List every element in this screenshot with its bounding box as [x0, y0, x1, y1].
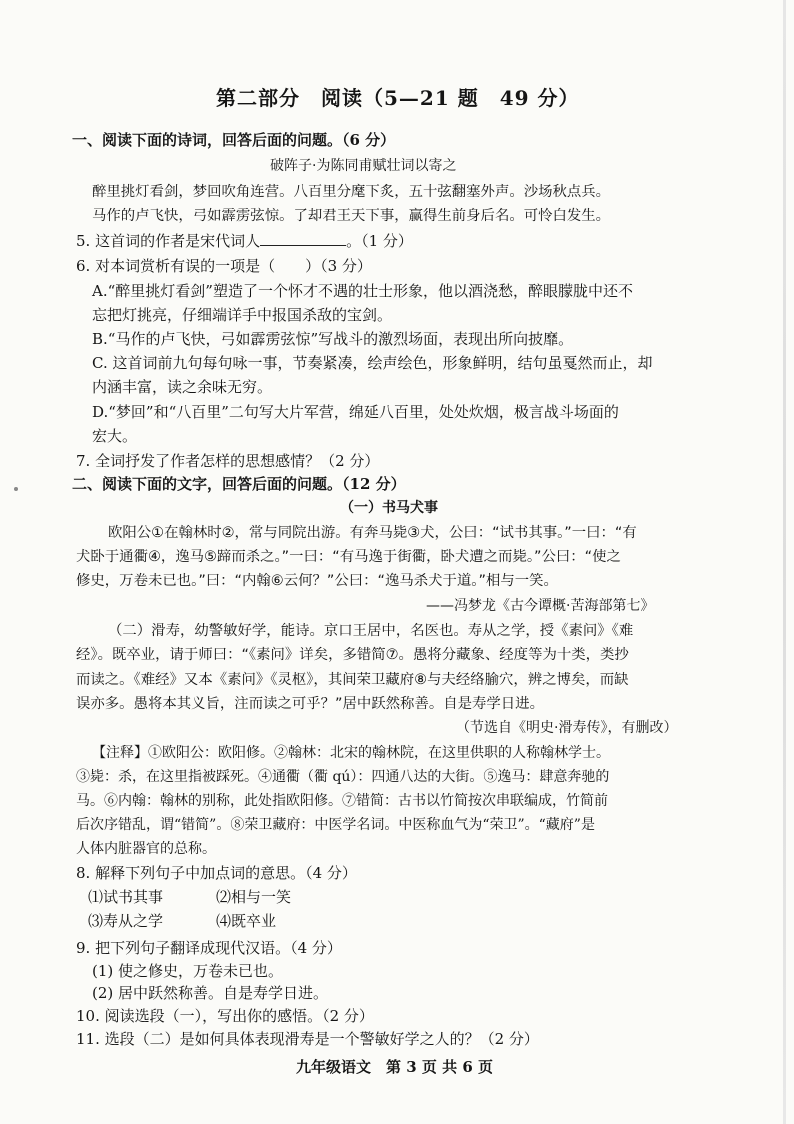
q8-item: ⑶寿从之学	[88, 912, 164, 930]
q8-item: ⑴试书其事	[88, 888, 164, 906]
question-5	[76, 231, 413, 251]
q9-item: (1) 使之修史，万卷未已也。	[92, 962, 284, 980]
question-10: 10. 阅读选段（一），写出你的感悟。（2 分）	[76, 1007, 374, 1025]
page-title: 第二部分 阅读（5—21 题 49 分）	[216, 86, 580, 110]
question-9: 9. 把下列句子翻译成现代汉语。（4 分）	[76, 939, 342, 957]
option-d-cont: 宏大。	[92, 427, 138, 445]
poem-line: 醉里挑灯看剑，梦回吹角连营。八百里分麾下炙，五十弦翻塞外声。沙场秋点兵。	[92, 184, 611, 200]
question-5-text: 5. 这首词的作者是宋代词人	[76, 232, 261, 250]
passage2-line: 而读之。《难经》又本《素问》《灵枢》，其间荣卫藏府⑧与夫经络腧穴，辨之博矣，而缺	[76, 672, 629, 688]
option-a: A.“醉里挑灯看剑”塑造了一个怀才不遇的壮士形象，他以酒浇愁，醉眼朦胧中还不	[92, 282, 633, 300]
question-5-score: 。（1 分）	[346, 232, 413, 250]
passage1-line: 欧阳公①在翰林时②，常与同院出游。有奔马毙③犬，公曰：“试书其事。”一曰：“有	[108, 525, 637, 541]
passage1-title: （一）书马犬事	[340, 500, 438, 516]
page-footer: 九年级语文 第 3 页 共 6 页	[296, 1058, 493, 1076]
poem-line: 马作的卢飞快，弓如霹雳弦惊。了却君王天下事，赢得生前身后名。可怜白发生。	[92, 208, 611, 224]
q8-item: ⑵相与一笑	[216, 888, 292, 906]
answer-blank[interactable]	[260, 231, 346, 246]
passage2-line: （二）滑寿，幼警敏好学，能诗。京口王居中，名医也。寿从之学，授《素问》《难	[108, 623, 634, 639]
note-line: 后次序错乱，谓“错简”。⑧荣卫藏府：中医学名词。中医称血气为“荣卫”。“藏府”是	[76, 817, 595, 833]
question-7: 7. 全词抒发了作者怎样的思想感情？（2 分）	[76, 452, 380, 470]
passage2-source: （节选自《明史·滑寿传》，有删改）	[456, 720, 678, 736]
passage1-line: 犬卧于通衢④，逸马⑤蹄而杀之。”一曰：“有马逸于街衢，卧犬遭之而毙。”公曰：“使之	[76, 549, 621, 565]
option-b: B.“马作的卢飞快，弓如霹雳弦惊”写战斗的激烈场面，表现出所向披靡。	[92, 330, 574, 348]
poem-title: 破阵子·为陈同甫赋壮词以寄之	[270, 158, 457, 174]
note-line: ③毙：杀，在这里指被踩死。④通衢（衢 qú）：四通八达的大街。⑤逸马：肆意奔驰的	[76, 769, 610, 785]
option-a-cont: 忘把灯挑亮，仔细端详手中报国杀敌的宝剑。	[92, 306, 393, 324]
passage2-line: 误亦多。愚将本其义旨，注而读之可乎？”居中跃然称善。自是寿学日进。	[76, 696, 544, 712]
option-c-cont: 内涵丰富，读之余味无穷。	[92, 378, 273, 396]
scan-speck	[14, 487, 18, 491]
note-line: 【注释】①欧阳公：欧阳修。②翰林：北宋的翰林院，在这里供职的人称翰林学士。	[92, 745, 610, 761]
option-d: D.“梦回”和“八百里”二句写大片军营，绵延八百里，处处炊烟，极言战斗场面的	[92, 403, 619, 421]
scan-edge	[783, 0, 786, 1124]
section1-heading: 一、阅读下面的诗词，回答后面的问题。（6 分）	[72, 131, 396, 149]
question-6: 6. 对本词赏析有误的一项是（ ）（3 分）	[76, 257, 372, 275]
option-c: C. 这首词前九句每句咏一事，节奏紧凑，绘声绘色，形象鲜明，结句虽戛然而止，却	[92, 354, 653, 372]
question-11: 11. 选段（二）是如何具体表现滑寿是一个警敏好学之人的？（2 分）	[76, 1030, 539, 1048]
note-line: 马。⑥内翰：翰林的别称，此处指欧阳修。⑦错简：古书以竹简按次串联编成，竹简前	[76, 793, 608, 809]
passage1-source: ——冯梦龙《古今谭概·苦海部第七》	[426, 598, 655, 614]
question-8: 8. 解释下列句子中加点词的意思。（4 分）	[76, 864, 357, 882]
q8-item: ⑷既卒业	[216, 912, 277, 930]
section2-heading: 二、阅读下面的文字，回答后面的问题。（12 分）	[72, 475, 406, 493]
passage1-line: 修史，万卷未已也。”曰：“内翰⑥云何？”公曰：“逸马杀犬于道。”相与一笑。	[76, 573, 558, 589]
note-line: 人体内脏器官的总称。	[76, 841, 216, 857]
passage2-line: 经》。既卒业，请于师曰：“《素问》详矣，多错简⑦。愚将分藏象、经度等为十类，类抄	[76, 647, 629, 663]
q9-item: (2) 居中跃然称善。自是寿学日进。	[92, 984, 329, 1002]
